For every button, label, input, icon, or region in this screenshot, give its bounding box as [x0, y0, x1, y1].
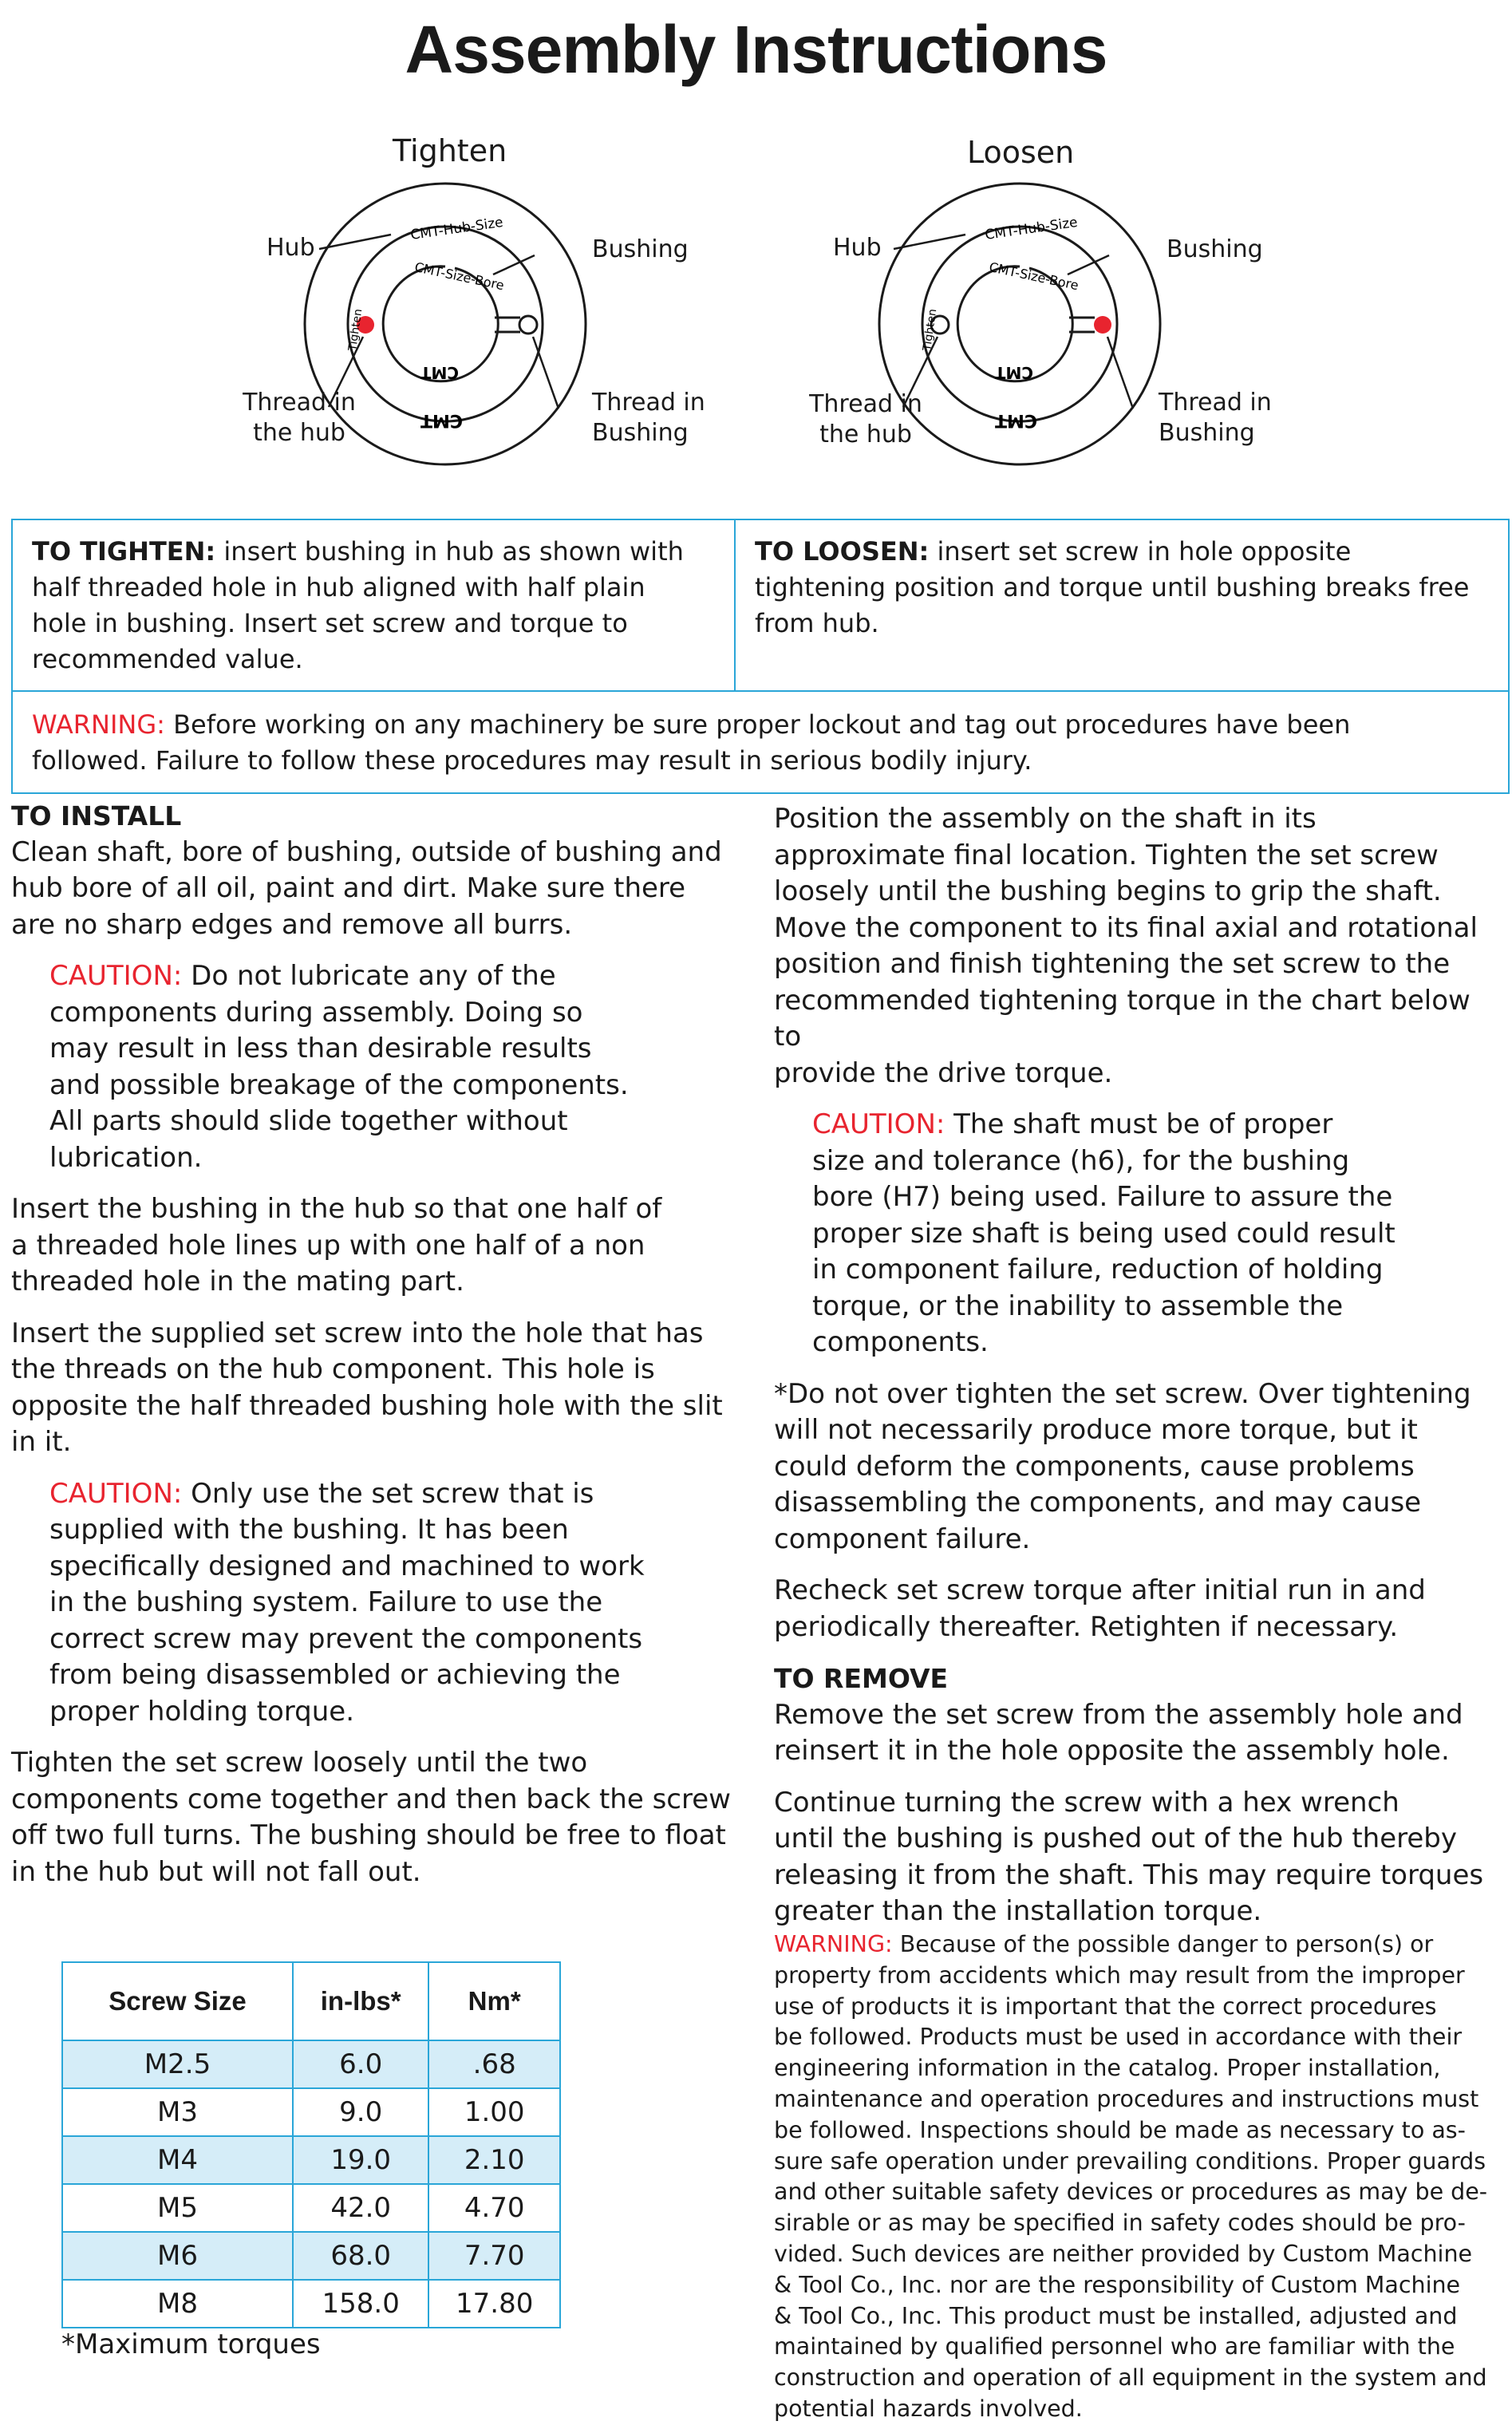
- text-line: are no sharp edges and remove all burrs.: [11, 908, 573, 941]
- install-paragraph-4: [11, 1745, 745, 1890]
- thread-bushing-line-2: Bushing: [1159, 419, 1255, 447]
- hub-label: Hub: [833, 234, 882, 262]
- table-footnote: *Maximum torques: [61, 2328, 321, 2360]
- logo-inner: CMT: [994, 363, 1033, 382]
- thread-bushing-hole: [1094, 316, 1111, 334]
- table-cell: 1.00: [428, 2088, 560, 2136]
- table-header-row: [62, 1962, 560, 2040]
- text-line: proper holding torque.: [49, 1695, 355, 1728]
- text-line: insert set screw in hole opposite: [929, 536, 1352, 567]
- table-cell: 17.80: [428, 2280, 560, 2328]
- instruction-box: [11, 519, 1510, 794]
- tighten-diagram: [215, 133, 854, 479]
- text-line: will not necessarily produce more torque, but it: [774, 1414, 1418, 1446]
- text-line: a threaded hole lines up with one half of a non: [11, 1229, 645, 1262]
- caution-label: CAUTION:: [49, 960, 183, 992]
- table-cell: 42.0: [293, 2184, 428, 2232]
- text-line: Before working on any machinery be sure proper lockout and tag out procedures have been: [164, 709, 1351, 740]
- caution-lubricate: [11, 958, 745, 1176]
- text-line: opposite the half threaded bushing hole with the slit: [11, 1389, 723, 1422]
- text-line: disassembling the components, and may cause: [774, 1487, 1422, 1519]
- text-line: in the hub but will not fall out.: [11, 1855, 421, 1888]
- thread-in-hub-label: [798, 389, 934, 450]
- text-line: recommended tightening torque in the chart below to: [774, 984, 1471, 1053]
- logo-outer: CMT: [420, 410, 463, 430]
- text-line: components come together and then back the screw: [11, 1783, 731, 1815]
- text-line: property from accidents which may result from the improper: [774, 1961, 1465, 1989]
- table-cell: 68.0: [293, 2232, 428, 2280]
- text-line: Tighten the set screw loosely until the two: [11, 1747, 588, 1779]
- text-line: hub bore of all oil, paint and dirt. Make sure there: [11, 872, 686, 904]
- text-line: vided. Such devices are neither provided by Custom Machine: [774, 2240, 1473, 2267]
- table-row: [62, 2088, 560, 2136]
- loosen-label: TO LOOSEN:: [755, 536, 930, 567]
- caution-label: CAUTION:: [49, 1477, 183, 1510]
- text-line: followed. Failure to follow these procedures may result in serious bodily injury.: [32, 745, 1032, 776]
- bushing-label: Bushing: [592, 235, 689, 263]
- text-line: and possible breakage of the components.: [49, 1068, 629, 1101]
- install-paragraph-2: [11, 1191, 745, 1301]
- caution-shaft: [774, 1107, 1504, 1361]
- text-line: Continue turning the screw with a hex wrench: [774, 1786, 1399, 1819]
- text-line: construction and operation of all equipment in the system and: [774, 2364, 1487, 2391]
- table-cell: M6: [62, 2232, 293, 2280]
- text-line: in component failure, reduction of holding: [812, 1254, 1384, 1286]
- text-line: Recheck set screw torque after initial run in and: [774, 1574, 1426, 1606]
- text-line: threaded hole in the mating part.: [11, 1266, 464, 1297]
- caution-set-screw: [11, 1476, 745, 1731]
- text-line: Only use the set screw that is: [182, 1477, 594, 1510]
- table-cell: M5: [62, 2184, 293, 2232]
- text-line: half threaded hole in hub aligned with half plain: [32, 572, 645, 602]
- table-cell: M2.5: [62, 2040, 293, 2088]
- table-cell: 7.70: [428, 2232, 560, 2280]
- header-in-lbs: in-lbs*: [293, 1962, 428, 2040]
- text-line: recommended value.: [32, 644, 303, 674]
- loosen-instructions: [755, 534, 1497, 642]
- bushing-label: Bushing: [1167, 235, 1263, 263]
- remove-heading: TO REMOVE: [774, 1663, 949, 1694]
- text-line: may result in less than desirable results: [49, 1033, 592, 1064]
- text-line: from being disassembled or achieving the: [49, 1659, 621, 1691]
- recheck-paragraph: [774, 1573, 1504, 1645]
- text-line: off two full turns. The bushing should be free to float: [11, 1819, 726, 1851]
- text-line: & Tool Co., Inc. This product must be installed, adjusted and: [774, 2302, 1458, 2329]
- right-column: [774, 801, 1504, 1945]
- text-line: engineering information in the catalog. Proper installation,: [774, 2055, 1441, 2082]
- text-line: sure safe operation under prevailing conditions. Proper guards: [774, 2147, 1486, 2174]
- text-line: Remove the set screw from the assembly hole and: [774, 1698, 1463, 1731]
- text-line: The shaft must be of proper: [945, 1108, 1333, 1140]
- ring-hub-size-text: CMT-Hub-Size: [409, 214, 504, 243]
- thread-hub-line-1: Thread in: [243, 389, 356, 417]
- text-line: in it.: [11, 1426, 72, 1458]
- text-line: could deform the components, cause problems: [774, 1450, 1415, 1483]
- text-line: All parts should slide together without: [49, 1105, 568, 1137]
- tighten-instructions: [32, 534, 726, 677]
- text-line: maintenance and operation procedures and instructions must: [774, 2085, 1479, 2112]
- torque-table: [61, 1961, 561, 2328]
- text-line: bore (H7) being used. Failure to assure the: [812, 1181, 1393, 1213]
- table-cell: M8: [62, 2280, 293, 2328]
- safety-warning: [774, 1929, 1500, 2425]
- text-line: maintained by qualified personnel who are familiar with the: [774, 2333, 1455, 2360]
- text-line: Do not lubricate any of the: [182, 960, 556, 992]
- text-line: Move the component to its final axial and rotational: [774, 911, 1478, 944]
- ring-bore-text: CMT-Size-Bore: [988, 259, 1080, 294]
- text-line: from hub.: [755, 608, 879, 638]
- header-screw-size: Screw Size: [62, 1962, 293, 2040]
- side-tighten-text: Tighten: [346, 308, 365, 352]
- text-line: potential hazards involved.: [774, 2395, 1083, 2422]
- text-line: components during assembly. Doing so: [49, 996, 583, 1029]
- text-line: be followed. Products must be used in accordance with their: [774, 2024, 1463, 2051]
- text-line: reinsert it in the hole opposite the assembly hole.: [774, 1735, 1450, 1767]
- thread-bushing-line-2: Bushing: [592, 419, 689, 447]
- hub-label: Hub: [266, 234, 315, 262]
- loosen-title: Loosen: [967, 135, 1075, 170]
- table-cell: M3: [62, 2088, 293, 2136]
- text-line: hole in bushing. Insert set screw and torque to: [32, 608, 628, 638]
- thread-in-bushing-label: [1159, 388, 1272, 448]
- warning-label: WARNING:: [32, 709, 165, 740]
- header-nm: Nm*: [428, 1962, 560, 2040]
- text-line: Because of the possible danger to person(s) or: [892, 1931, 1434, 1957]
- position-paragraph: [774, 801, 1504, 1092]
- text-line: the threads on the hub component. This hole is: [11, 1353, 655, 1385]
- thread-in-hub-label: [231, 388, 367, 448]
- remove-paragraph-1: [774, 1697, 1504, 1770]
- text-line: use of products it is important that the correct procedures: [774, 1993, 1437, 2020]
- text-line: in the bushing system. Failure to use the: [49, 1586, 603, 1618]
- text-line: and other suitable safety devices or procedures as may be de-: [774, 2178, 1488, 2206]
- caution-label: CAUTION:: [812, 1108, 945, 1140]
- install-paragraph-3: [11, 1316, 745, 1461]
- thread-bushing-line-1: Thread in: [592, 389, 705, 417]
- table-cell: 158.0: [293, 2280, 428, 2328]
- left-column: [11, 798, 745, 1906]
- warning-instructions: [32, 707, 1500, 779]
- text-line: components.: [812, 1326, 989, 1358]
- thread-in-bushing-label: [592, 388, 705, 448]
- thread-bushing-line-1: Thread in: [1159, 389, 1272, 417]
- thread-bushing-hole: [519, 316, 537, 334]
- remove-paragraph-2: [774, 1785, 1504, 1930]
- thread-hub-line-1: Thread in: [809, 390, 922, 418]
- text-line: position and finish tightening the set screw to the: [774, 948, 1451, 980]
- box-divider-vertical: [734, 520, 736, 690]
- box-divider-horizontal: [13, 690, 1508, 692]
- logo-outer: CMT: [994, 410, 1037, 430]
- table-cell: M4: [62, 2136, 293, 2184]
- table-row: [62, 2040, 560, 2088]
- thread-hub-line-2: the hub: [253, 419, 345, 447]
- table-cell: 19.0: [293, 2136, 428, 2184]
- warning-label: WARNING:: [774, 1931, 893, 1957]
- install-paragraph-1: [11, 835, 745, 944]
- text-line: Clean shaft, bore of bushing, outside of bushing and: [11, 835, 722, 868]
- thread-hub-line-2: the hub: [819, 421, 912, 448]
- text-line: *Do not over tighten the set screw. Over tightening: [774, 1377, 1471, 1410]
- table-row: [62, 2280, 560, 2328]
- text-line: sirable or as may be specified in safety codes should be pro-: [774, 2210, 1466, 2237]
- table-cell: 2.10: [428, 2136, 560, 2184]
- text-line: until the bushing is pushed out of the hub thereby: [774, 1823, 1457, 1854]
- text-line: be followed. Inspections should be made as necessary to as-: [774, 2116, 1466, 2143]
- ring-bore-text: CMT-Size-Bore: [413, 259, 506, 294]
- text-line: correct screw may prevent the components: [49, 1622, 643, 1655]
- text-line: releasing it from the shaft. This may require torques: [774, 1858, 1484, 1891]
- text-line: periodically thereafter. Retighten if necessary.: [774, 1610, 1399, 1643]
- table-cell: 4.70: [428, 2184, 560, 2232]
- table-row: [62, 2232, 560, 2280]
- text-line: greater than the installation torque.: [774, 1895, 1262, 1927]
- text-line: lubrication.: [49, 1141, 203, 1174]
- table-row: [62, 2184, 560, 2232]
- install-heading: TO INSTALL: [11, 800, 182, 831]
- text-line: & Tool Co., Inc. nor are the responsibility of Custom Machine: [774, 2271, 1461, 2298]
- text-line: proper size shaft is being used could result: [812, 1217, 1396, 1250]
- table-cell: .68: [428, 2040, 560, 2088]
- text-line: Position the assembly on the shaft in its: [774, 803, 1317, 835]
- ring-hub-size-text: CMT-Hub-Size: [984, 214, 1079, 243]
- overtighten-paragraph: [774, 1376, 1504, 1558]
- text-line: Insert the bushing in the hub so that one half of: [11, 1193, 662, 1225]
- table-cell: 6.0: [293, 2040, 428, 2088]
- table-row: [62, 2136, 560, 2184]
- side-tighten-text: Tighten: [921, 308, 940, 352]
- text-line: provide the drive torque.: [774, 1056, 1113, 1089]
- text-line: loosely until the bushing begins to grip the shaft.: [774, 875, 1442, 907]
- text-line: insert bushing in hub as shown with: [215, 536, 684, 567]
- text-line: approximate final location. Tighten the set screw: [774, 839, 1439, 871]
- text-line: Insert the supplied set screw into the hole that has: [11, 1317, 704, 1349]
- loosen-diagram: [790, 136, 1428, 479]
- text-line: torque, or the inability to assemble the: [812, 1290, 1344, 1322]
- text-line: specifically designed and machined to work: [49, 1550, 645, 1582]
- tighten-title: Tighten: [393, 133, 507, 168]
- page-title: Assembly Instructions: [405, 12, 1107, 87]
- text-line: supplied with the bushing. It has been: [49, 1514, 569, 1546]
- text-line: component failure.: [774, 1523, 1031, 1555]
- logo-inner: CMT: [420, 363, 459, 382]
- text-line: size and tolerance (h6), for the bushing: [812, 1144, 1350, 1177]
- tighten-label: TO TIGHTEN:: [32, 536, 216, 567]
- table-cell: 9.0: [293, 2088, 428, 2136]
- text-line: tightening position and torque until bushing breaks free: [755, 572, 1470, 602]
